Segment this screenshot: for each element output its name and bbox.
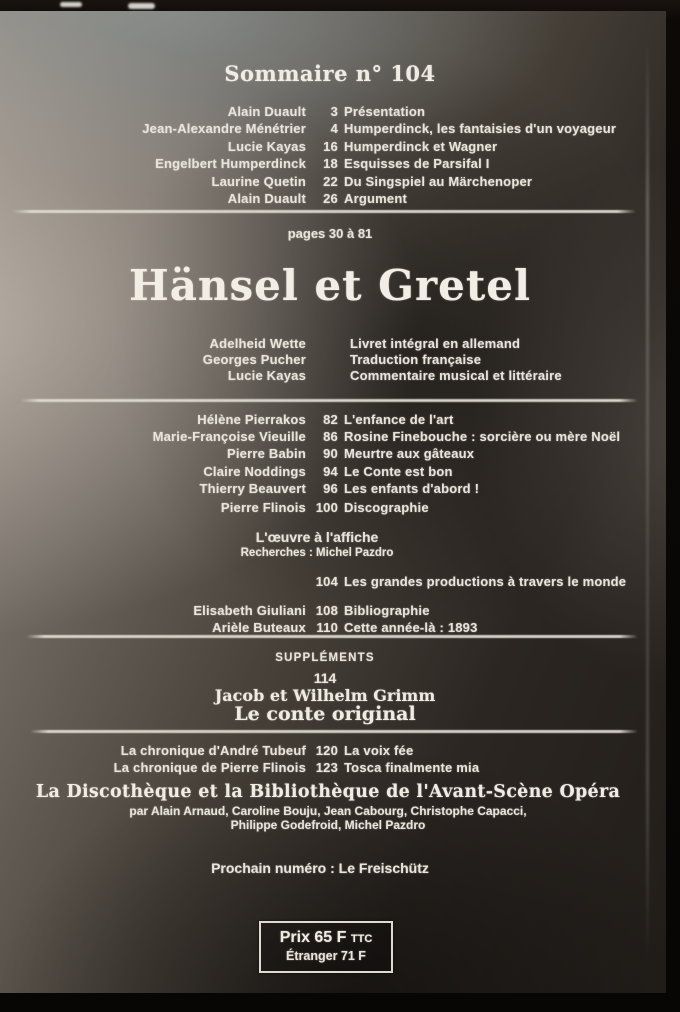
section-divider: [30, 730, 638, 733]
toc-section-presentation: [0, 103, 660, 207]
price-main: [261, 929, 391, 948]
toc-title: Cette année-là : 1893: [344, 619, 478, 635]
sommaire-page: [0, 11, 666, 993]
toc-author: Jean-Alexandre Ménétrier: [142, 121, 306, 137]
toc-page-number: 22: [323, 173, 338, 189]
credit-row: [0, 368, 660, 384]
toc-title: Rosine Finebouche : sorcière ou mère Noël: [344, 429, 621, 445]
price-tax-label: TTC: [350, 933, 373, 945]
toc-title: L'enfance de l'art: [344, 412, 454, 427]
section-divider: [20, 399, 638, 402]
credit-row: [0, 336, 660, 352]
toc-page-number: 3: [330, 104, 338, 119]
toc-author: Thierry Beauvert: [199, 480, 306, 496]
toc-page-number: 110: [316, 619, 338, 635]
toc-row: [0, 480, 660, 497]
toc-title: Humperdinck, les fantaisies d'un voyageur: [344, 121, 617, 137]
section-divider: [26, 635, 638, 638]
toc-section-chroniques: [0, 742, 660, 776]
price-box: [259, 921, 393, 973]
toc-row: [0, 138, 660, 155]
credit-row: [0, 352, 660, 368]
toc-title: Le Conte est bon: [344, 463, 453, 479]
toc-author: La chronique d'André Tubeuf: [120, 743, 306, 758]
toc-page-number: 108: [315, 603, 338, 618]
toc-author: Alain Duault: [227, 104, 306, 119]
toc-title: Meurtre aux gâteaux: [344, 446, 475, 462]
toc-row: [0, 499, 660, 516]
affiche-section-title: L'œuvre à l'affiche: [255, 529, 379, 545]
discotheque-credits-line1: par Alain Arnaud, Caroline Bouju, Jean Cabourg, Christophe Capacci,: [129, 804, 527, 818]
toc-author: Alain Duault: [227, 191, 306, 207]
discotheque-credits-line2: Philippe Godefroid, Michel Pazdro: [230, 818, 426, 832]
toc-page-number: 104: [315, 574, 338, 589]
toc-row: [0, 155, 660, 172]
toc-row: [0, 573, 660, 590]
toc-row: [0, 190, 660, 207]
toc-author: Arièle Buteaux: [212, 619, 306, 635]
toc-author: Hélène Pierrakos: [197, 412, 306, 427]
credit-author: Georges Pucher: [202, 352, 306, 367]
feature-pages-label: pages 30 à 81: [287, 226, 373, 241]
toc-author: La chronique de Pierre Flinois: [113, 760, 306, 775]
discotheque-title: La Discothèque et la Bibliothèque de l'Avant-Scène Opéra: [35, 782, 621, 802]
next-issue-announcement: Prochain numéro : Le Freischütz: [211, 860, 429, 876]
toc-title: Les grandes productions à travers le monde: [344, 574, 627, 589]
toc-author: Claire Noddings: [203, 463, 306, 479]
toc-page-number: 100: [315, 500, 338, 515]
toc-title: Du Singspiel au Märchenoper: [344, 173, 533, 189]
toc-author: Marie-Françoise Vieuille: [152, 429, 306, 445]
toc-author: Elisabeth Giuliani: [193, 603, 306, 618]
price-foreign: Étranger 71 F: [286, 949, 366, 963]
toc-title: La voix fée: [344, 743, 414, 758]
credit-role: Commentaire musical et littéraire: [350, 368, 562, 383]
toc-author: Pierre Flinois: [220, 500, 306, 515]
page-title: Sommaire n° 104: [224, 61, 436, 86]
credit-author: Lucie Kayas: [227, 368, 306, 383]
toc-title: Bibliographie: [344, 603, 430, 618]
toc-section-references: [0, 603, 660, 636]
toc-row: [0, 620, 660, 637]
toc-title: Présentation: [344, 104, 426, 119]
affiche-section-subtitle: Recherches : Michel Pazdro: [240, 547, 394, 559]
toc-author: Lucie Kayas: [227, 138, 306, 154]
photo-glare-speck: [60, 2, 82, 7]
supplements-label: SUPPLÉMENTS: [275, 652, 375, 664]
price-value: Prix 65 F: [279, 929, 347, 946]
feature-credits: [0, 336, 660, 384]
supplements-page-number: 114: [313, 670, 337, 686]
photo-glare-speck: [128, 3, 155, 9]
toc-title: Discographie: [344, 500, 429, 515]
supplements-authors: Jacob et Wilhelm Grimm: [214, 686, 436, 705]
toc-page-number: 90: [323, 446, 338, 462]
toc-row: [0, 463, 660, 480]
toc-row: [0, 103, 660, 120]
credit-role: Livret intégral en allemand: [350, 336, 521, 351]
toc-page-number: 86: [323, 429, 338, 445]
toc-row: [0, 428, 660, 445]
toc-author: Laurine Quetin: [211, 173, 306, 189]
toc-row: [0, 173, 660, 190]
credit-author: Adelheid Wette: [209, 336, 306, 351]
toc-row: [0, 411, 660, 428]
toc-row-productions: [0, 573, 660, 590]
toc-page-number: 120: [315, 743, 338, 758]
toc-page-number: 18: [323, 156, 338, 172]
toc-page-number: 4: [330, 121, 338, 137]
toc-row: [0, 603, 660, 620]
toc-author: Pierre Babin: [227, 446, 306, 462]
toc-author: [0, 573, 306, 590]
toc-title: Esquisses de Parsifal I: [344, 156, 490, 172]
toc-row-discographie: [0, 499, 660, 516]
toc-page-number: 94: [323, 463, 338, 479]
toc-row: [0, 759, 660, 776]
toc-title: Humperdinck et Wagner: [344, 138, 498, 154]
toc-row: [0, 445, 660, 462]
section-divider: [12, 210, 636, 213]
toc-author: Engelbert Humperdinck: [155, 156, 306, 172]
toc-title: Argument: [344, 191, 407, 207]
toc-page-number: 123: [315, 760, 338, 775]
supplements-title: Le conte original: [234, 703, 416, 725]
toc-page-number: 16: [323, 138, 338, 154]
feature-title: Hänsel et Gretel: [129, 261, 531, 310]
toc-title: Les enfants d'abord !: [344, 480, 480, 496]
toc-section-essays: [0, 411, 660, 497]
toc-page-number: 96: [323, 480, 338, 496]
credit-role: Traduction française: [350, 352, 482, 367]
toc-page-number: 26: [323, 191, 338, 207]
toc-row: [0, 742, 660, 759]
toc-row: [0, 120, 660, 137]
toc-title: Tosca finalmente mia: [344, 760, 480, 775]
toc-page-number: 82: [323, 412, 338, 427]
page-crease-highlight: [646, 36, 649, 966]
